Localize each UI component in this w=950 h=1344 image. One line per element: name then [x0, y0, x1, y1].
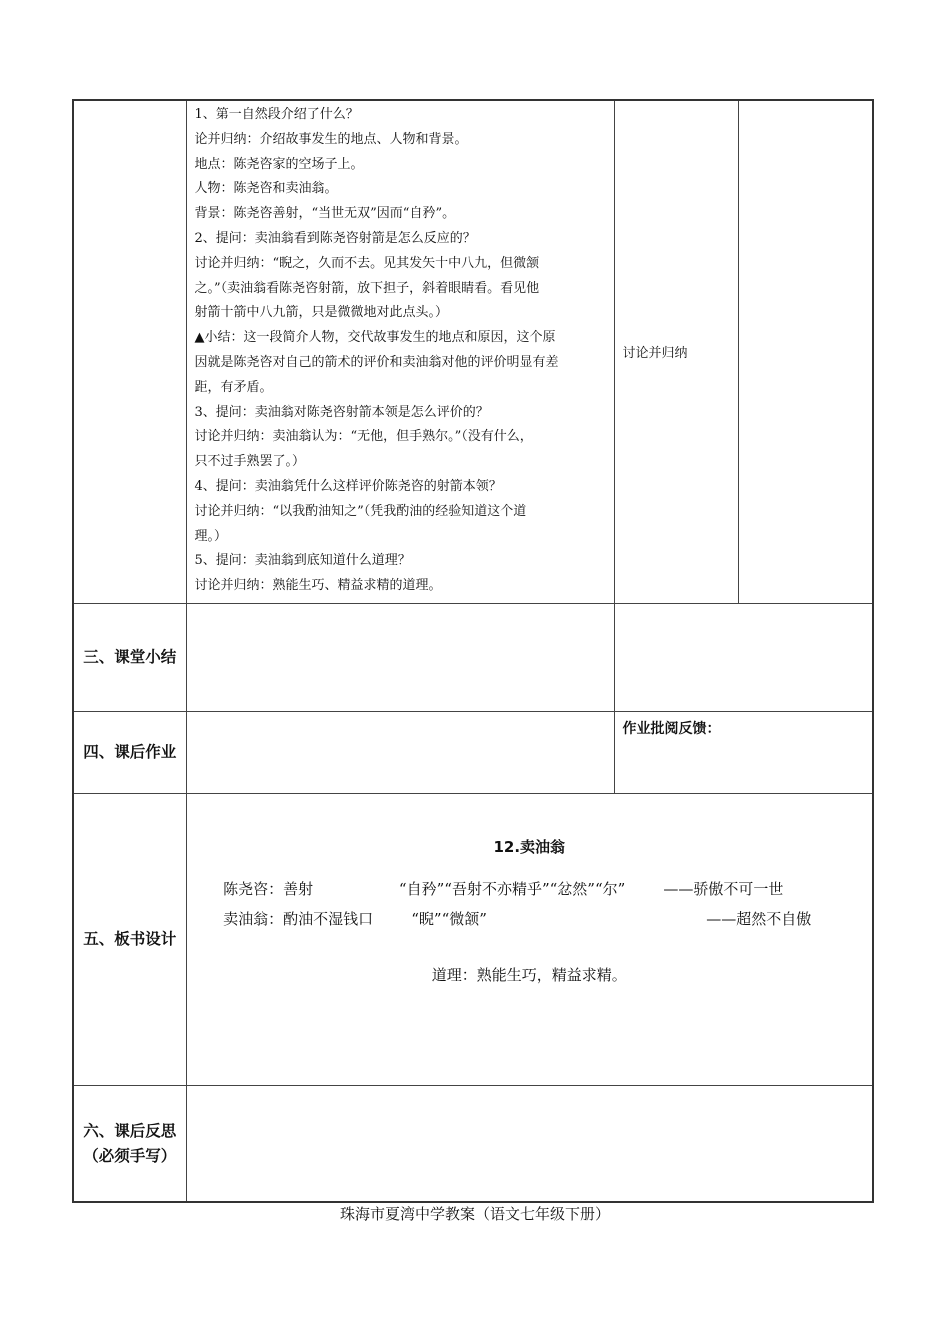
process-line: 理。）: [194, 528, 228, 544]
process-line: 讨论并归纳：“以我酌油知之”（凭我酌油的经验知道这个道: [194, 503, 527, 519]
notes-cell: [738, 100, 873, 603]
process-label-cell: [73, 100, 186, 603]
process-line: 背景：陈尧咨善射，“当世无双”因而“自矜”。: [194, 206, 456, 222]
process-line: 5、提问：卖油翁到底知道什么道理？: [194, 553, 411, 569]
lesson-plan-table: [72, 99, 874, 1203]
summary-label: 三、课堂小结: [73, 603, 186, 711]
process-line: 讨论并归纳：“睨之，久而不去。见其发矢十中八九，但微颔: [194, 255, 540, 271]
board-design-label: 五、板书设计: [73, 793, 186, 1085]
process-line: 讨论并归纳：熟能生巧、精益求精的道理。: [194, 578, 442, 594]
process-line: 讨论并归纳：卖油翁认为：“无他，但手熟尔。”（没有什么，: [194, 429, 533, 445]
page-footer: 珠海市夏湾中学教案（语文七年级下册）: [339, 1205, 610, 1223]
process-line: 距，有矛盾。: [194, 379, 273, 395]
student-method-cell: 讨论并归纳: [614, 100, 738, 603]
process-line: 因就是陈尧咨对自己的箭术的评价和卖油翁对他的评价明显有差: [194, 354, 559, 370]
process-line: 3、提问：卖油翁对陈尧咨射箭本领是怎么评价的？: [194, 404, 489, 420]
homework-label: 四、课后作业: [73, 711, 186, 793]
summary-row: [73, 603, 873, 711]
summary-content-cell: [186, 603, 614, 711]
board-title: 12.卖油翁: [493, 837, 566, 856]
reflection-content-cell: [186, 1085, 873, 1202]
process-line: 射箭十箭中八九箭，只是微微地对此点头。）: [194, 305, 449, 321]
teaching-process-cell: [186, 100, 614, 603]
board-design-cell: [186, 793, 873, 1085]
teaching-process-row: [73, 100, 873, 603]
board-principle: 道理：熟能生巧，精益求精。: [431, 965, 627, 984]
homework-content-cell: [186, 711, 614, 793]
homework-feedback-label: 作业批阅反馈：: [614, 711, 873, 793]
process-line: 之。”（卖油翁看陈尧咨射箭，放下担子，斜着眼睛看。看见他: [194, 280, 540, 296]
process-line: 4、提问：卖油翁凭什么这样评价陈尧咨的射箭本领？: [194, 478, 502, 494]
process-line: ▲小结：这一段简介人物，交代故事发生的地点和原因，这个原: [194, 330, 556, 346]
process-line: 只不过手熟罢了。）: [194, 454, 306, 470]
reflection-row: [73, 1085, 873, 1202]
process-line: 2、提问：卖油翁看到陈尧咨射箭是怎么反应的？: [194, 230, 476, 246]
process-line: 论并归纳：介绍故事发生的地点、人物和背景。: [194, 131, 468, 147]
board-design-row: [73, 793, 873, 1085]
reflection-label: 六、课后反思 （必须手写）: [73, 1085, 186, 1202]
process-line: 1、第一自然段介绍了什么？: [194, 107, 359, 122]
homework-row: [73, 711, 873, 793]
process-line: 地点：陈尧咨家的空场子上。: [194, 156, 364, 172]
process-line: 人物：陈尧咨和卖油翁。: [194, 181, 338, 197]
board-line-chen: 陈尧咨：善射 “自矜”“吾射不亦精乎”“忿然”“尔” ——骄傲不可一世: [194, 879, 784, 898]
board-line-maiyouweng: 卖油翁：酌油不湿钱口 “睨”“微颔” ——超然不自傲: [194, 909, 812, 928]
summary-notes-cell: [614, 603, 873, 711]
